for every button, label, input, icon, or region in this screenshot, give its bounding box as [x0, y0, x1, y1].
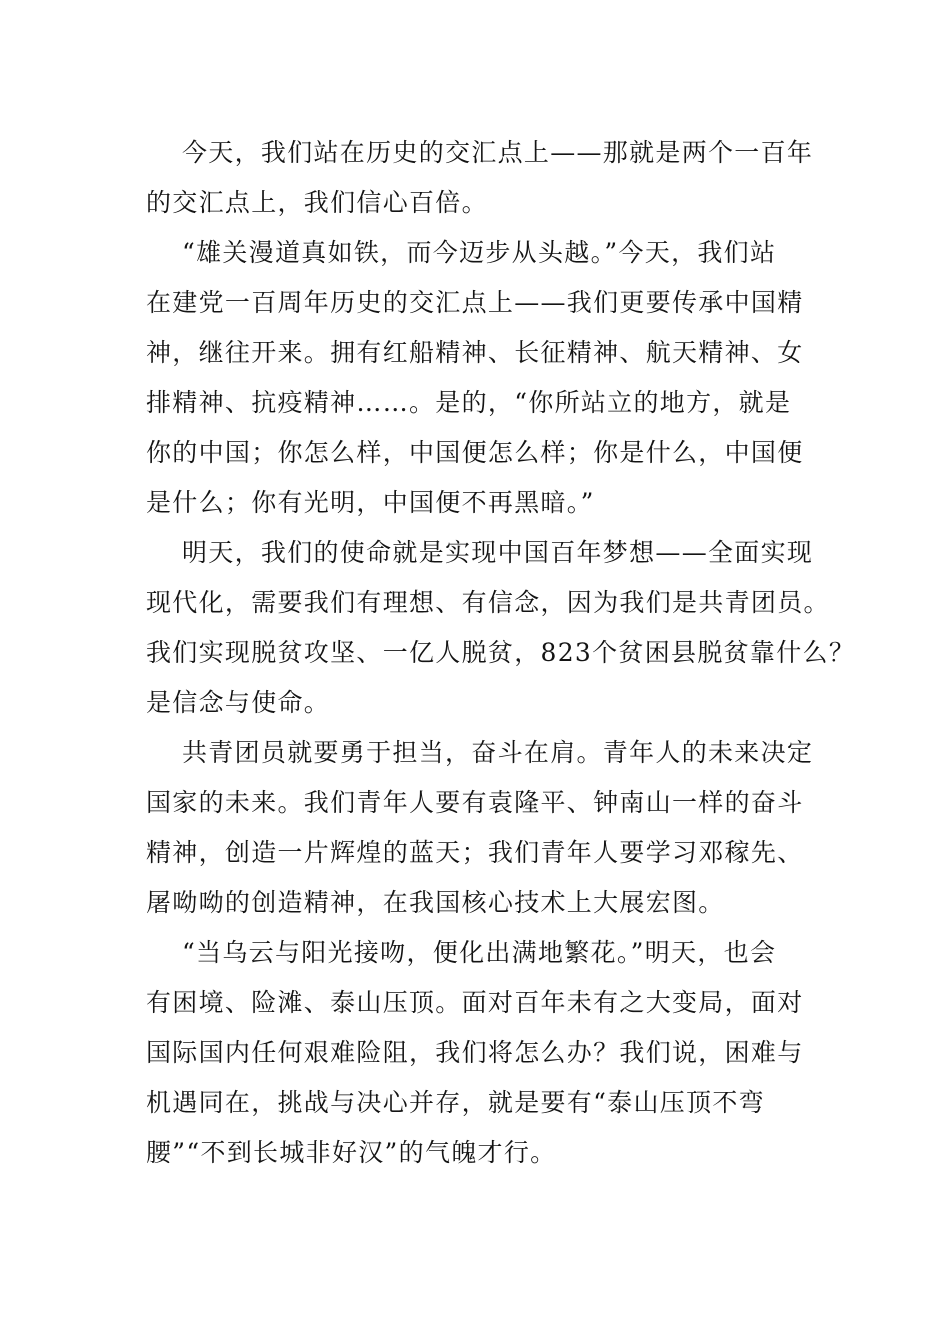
text-line: 今天，我们站在历史的交汇点上——那就是两个一百年 — [182, 138, 814, 167]
text-line: 共青团员就要勇于担当，奋斗在肩。青年人的未来决定 — [182, 738, 814, 767]
text-line: “雄关漫道真如铁，而今迈步从头越。”今天，我们站 — [182, 238, 777, 267]
text-line: 机遇同在，挑战与决心并存，就是要有“泰山压顶不弯 — [146, 1088, 765, 1117]
text-line: “当乌云与阳光接吻，便化出满地繁花。”明天，也会 — [182, 938, 777, 967]
text-line: 你的中国；你怎么样，中国便怎么样；你是什么，中国便 — [146, 438, 804, 467]
text-line: 我们实现脱贫攻坚、一亿人脱贫，823个贫困县脱贫靠什么？ — [146, 638, 856, 667]
text-line: 腰”“不到长城非好汉”的气魄才行。 — [146, 1138, 557, 1167]
text-line: 屠呦呦的创造精神，在我国核心技术上大展宏图。 — [146, 888, 725, 917]
text-line: 明天，我们的使命就是实现中国百年梦想——全面实现 — [182, 538, 814, 567]
body-text — [146, 128, 856, 1178]
text-line: 有困境、险滩、泰山压顶。面对百年未有之大变局，面对 — [146, 988, 804, 1017]
text-line: 在建党一百周年历史的交汇点上——我们更要传承中国精 — [146, 288, 804, 317]
text-line: 国家的未来。我们青年人要有袁隆平、钟南山一样的奋斗 — [146, 788, 804, 817]
text-line: 神，继往开来。拥有红船精神、长征精神、航天精神、女 — [146, 338, 804, 367]
text-line: 精神，创造一片辉煌的蓝天；我们青年人要学习邓稼先、 — [146, 838, 804, 867]
text-line: 国际国内任何艰难险阻，我们将怎么办？我们说，困难与 — [146, 1038, 804, 1067]
text-line: 是什么；你有光明，中国便不再黑暗。” — [146, 488, 595, 517]
text-line: 是信念与使命。 — [146, 688, 331, 717]
text-line: 现代化，需要我们有理想、有信念，因为我们是共青团员。 — [146, 588, 830, 617]
text-line: 的交汇点上，我们信心百倍。 — [146, 188, 488, 217]
text-line: 排精神、抗疫精神……。是的，“你所站立的地方，就是 — [146, 388, 792, 417]
